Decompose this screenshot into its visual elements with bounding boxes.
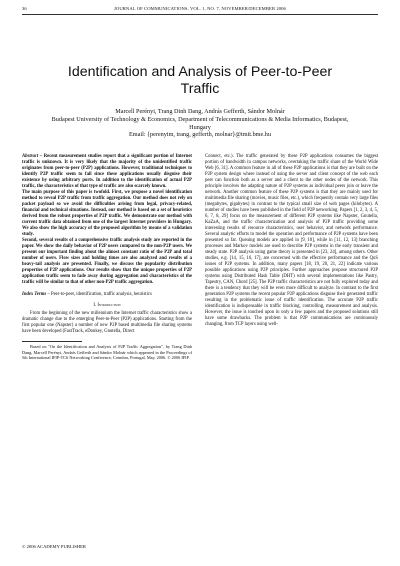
- authors: Marcell Perényi, Trang Dinh Dang, András Gefferth, Sándor Molnár: [115, 108, 285, 115]
- page-number: 36: [22, 6, 27, 11]
- abstract-paragraph-2: The main purpose of this paper is twofold. First, we propose a novel identification method to reveal P2P traffic from traffic aggregation. Our method does not rely on packet payload so we avoid the difficulties arising from legal, privacy-related, financial and technical situations. Instead, our method is based on a set of heuristics derived from the robust properties of P2P traffic. We demonstrate our method with current traffic data obtained from one of the largest Internet providers in Hungary. We also show the high accuracy of the proposed algorithm by means of a validation study.: [22, 190, 192, 238]
- right-column: [205, 154, 378, 328]
- body-paragraph: Connect, etc.). The traffic generated by these P2P applications consumes the biggest portion of bandwidth in campus networks, overtaking the traffic share of the World Wide Web [6, 31]. A common feature in all of these P2P applications is that they are built on the P2P system design where instead of using the server and client concept of the web each peer can function both as a server and a client to the other nodes of the network. This principle involves the adapting nature of P2P systems as individual peers join or leave the network. Another common feature of these P2P systems is that they are mainly used for multimedia file sharing (movies, music files, etc.), which frequently contain very large files (megabytes, gigabytes) in contrast to the typical small size of web pages (kilobytes). A number of studies have been published in the field of P2P networking. Papers [1, 2, 3, 4, 5, 6, 7, 8, 29] focus on the measurement of different P2P systems like Napster, Gnutella, KaZaA, and the traffic characterization and analysis of P2P traffic providing some interesting results of resource characteristics, user behavior, and network performance. Several analytic efforts to model the operation and performance of P2P systems have been presented so far. Queuing models are applied in [9, 10], while in [11, 12, 13] branching processes and Markov models are used to describe P2P systems in the early transient and steady state. P2P analysis using game theory is presented in [23, 24], among others. Other studies, e.g. [14, 15, 16, 17], are concerned with the effective performance and the QoS issues of P2P systems. In addition, many papers [18, 19, 20, 21, 22] indicate various possible applications using P2P principles. Further approaches propose structured P2P systems using Distributed Hash Table (DHT) with several implementations like Pastry, Tapestry, CAN, Chord [25]. The P2P traffic characteristics are not fully explored today and there is a tendency that they will be even more difficult to analyze. In contrast to the first generation P2P systems the recent popular P2P applications disguise their generated traffic resulting in the problematic issue of traffic identification. The accurate P2P traffic identification is indispensable in traffic blocking, controlling, measurement and analysis. However, the issue is touched upon in only a few papers and the proposed solutions still have some drawbacks. The problem is that P2P communications are continuously changing, from TCP layers using well-: [205, 154, 378, 328]
- email: Email: {perenyim, trang, gefferth, molnar}@tmit.bme.hu: [129, 131, 271, 139]
- title-line-1: Identification and Analysis of Peer-to-Peer: [67, 64, 333, 80]
- abstract-text-1: – Recent measurement studies report that a significant portion of Internet traffic is unknown. It is very likely that the majority of the unidentified traffic originates from peer-to-peer (P2P) applications. However, traditional techniques to identify P2P traffic seem to fail since these applications usually disguise their existence by using arbitrary ports. In addition to the identification of actual P2P traffic, the characteristics of that type of traffic are also scarcely known.: [22, 154, 192, 190]
- journal-name: JOURNAL OF COMMUNICATIONS, VOL. 1, NO. 7, NOVEMBER/DECEMBER 2006: [114, 6, 286, 11]
- affiliation-line-2: Hungary: [189, 123, 211, 131]
- index-terms-label: Index Terms: [22, 292, 47, 298]
- footnote: Based on "On the Identification and Analysis of P2P Traffic Aggregation", by Trang Dinh Dang, Marcell Perényi, András Gefferth and Sándor Molnár which appeared in the Proceedings of 5th International IFIP-TC6 Networking Conference, Coimbra, Portugal, May, 2006. © 2006 IFIP.: [22, 344, 192, 361]
- affiliation-line-1: Budapest University of Technology & Economics, Department of Telecommunications & Media Informatics, Budapest,: [51, 115, 349, 123]
- copyright-footer: © 2006 ACADEMY PUBLISHER: [22, 544, 86, 549]
- header-rule: [22, 14, 378, 15]
- footnote-rule: [22, 341, 82, 342]
- section-heading: I. Introduction: [93, 303, 121, 309]
- index-terms-text: – Peer-to-peer, identification, traffic analysis, heuristics: [47, 292, 152, 298]
- left-column: [22, 154, 192, 361]
- index-terms: [22, 292, 192, 298]
- abstract-paragraph-1: [22, 154, 192, 190]
- title-line-2: Traffic: [180, 81, 220, 97]
- introduction-paragraph: From the beginning of the new millennium the Internet traffic characteristics show a dramatic change due to the emerging Peer-to-Peer (P2P) applications. Starting from the first popular one (Napster) a number of new P2P based multimedia file sharing systems have been developed (FastTrack, eDonkey, Gnutella, Direct: [22, 311, 192, 335]
- author-block: [40, 108, 360, 139]
- abstract-label: Abstract: [22, 154, 39, 159]
- abstract-paragraph-3: Second, several results of a comprehensive traffic analysis study are reported in the paper. We show the daily behavior of P2P users compared to the non-P2P users. We present our important finding about the almost constant ratio of the P2P and total number of users. Flow sizes and holding times are also analyzed and results of a heavy-tail analysis are presented. Finally, we discuss the popularity distribution properties of P2P applications. Our results show that the unique properties of P2P application traffic seem to fade away during aggregation and characteristics of the traffic will be similar to that of other non-P2P traffic aggregation.: [22, 238, 192, 286]
- paper-title: [40, 64, 360, 98]
